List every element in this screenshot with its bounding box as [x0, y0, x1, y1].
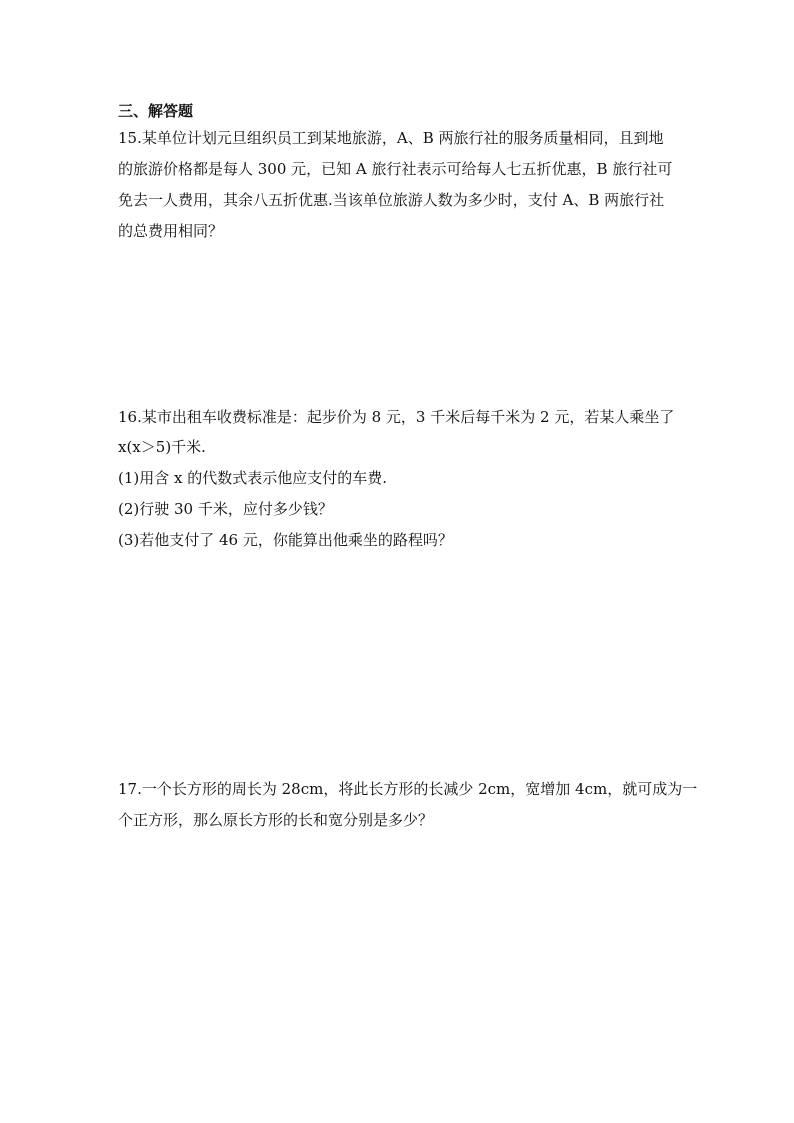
question-16-subquestion-2: (2)行驶 30 千米，应付多少钱？ — [118, 500, 333, 518]
question-16-subquestion-1: (1)用含 x 的代数式表示他应支付的车费. — [118, 469, 388, 487]
question-16-line-1: 16.某市出租车收费标准是：起步价为 8 元，3 千米后每千米为 2 元，若某人乘坐了 — [118, 408, 675, 426]
question-15-line-2: 的旅游价格都是每人 300 元，已知 A 旅行社表示可给每人七五折优惠，B 旅行社可 — [118, 160, 673, 178]
question-16-subquestion-3: (3)若他支付了 46 元，你能算出他乘坐的路程吗？ — [118, 531, 453, 549]
section-heading: 三、解答题 — [118, 102, 194, 120]
question-16-line-2: x(x＞5)千米. — [118, 438, 206, 456]
question-15-line-3: 免去一人费用，其余八五折优惠.当该单位旅游人数为多少时，支付 A、B 两旅行社 — [118, 191, 665, 209]
question-17-line-1: 17.一个长方形的周长为 28cm，将此长方形的长减少 2cm，宽增加 4cm，就可成为一 — [118, 780, 698, 798]
question-15-line-4: 的总费用相同？ — [118, 222, 224, 240]
question-15-line-1: 15.某单位计划元旦组织员工到某地旅游，A、B 两旅行社的服务质量相同，且到地 — [118, 129, 664, 147]
question-17-line-2: 个正方形，那么原长方形的长和宽分别是多少？ — [118, 811, 434, 829]
